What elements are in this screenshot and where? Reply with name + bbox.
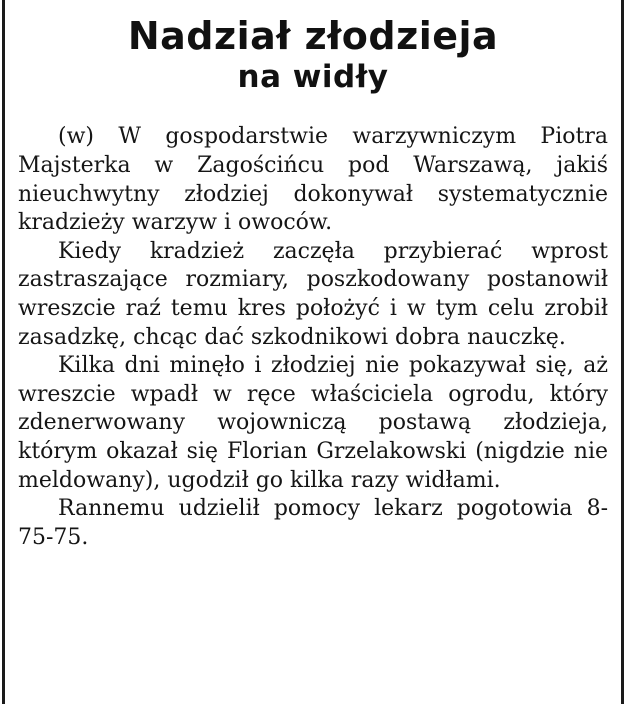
article-body (18, 123, 608, 552)
paragraph-3: Kilka dni minęło i złodziej nie pokazywał się, aż wreszcie wpadł w ręce właściciela ogrodu, który zdenerwowany wojowniczą postawą złodzieja, którym okazał się Florian Grzelakowski (nigdzie nie meldowany), ugodził go kilka razy widłami. (18, 353, 608, 493)
headline-line-2: na widły (237, 58, 389, 95)
left-column-rule (2, 0, 5, 704)
paragraph-2: Kiedy kradzież zaczęła przybierać wprost zastraszające rozmiary, poszkodowany postanowił wreszcie raź temu kres położyć i w tym celu zrobił zasadzkę, chcąc dać szkodnikowi dobra nauczkę. (18, 238, 608, 350)
right-column-rule (621, 0, 624, 704)
paragraph-4: Rannemu udzielił pomocy lekarz pogotowia 8-75-75. (18, 496, 608, 550)
paragraph-1: (w) W gospodarstwie warzywniczym Piotra Majsterka w Zagościńcu pod Warszawą, jakiś nieuchwytny złodziej dokonywał systematycznie kradzieży warzyw i owoców. (18, 124, 608, 236)
headline-line-1: Nadział złodzieja (127, 14, 499, 58)
news-article (18, 14, 608, 552)
article-headline (18, 14, 608, 95)
